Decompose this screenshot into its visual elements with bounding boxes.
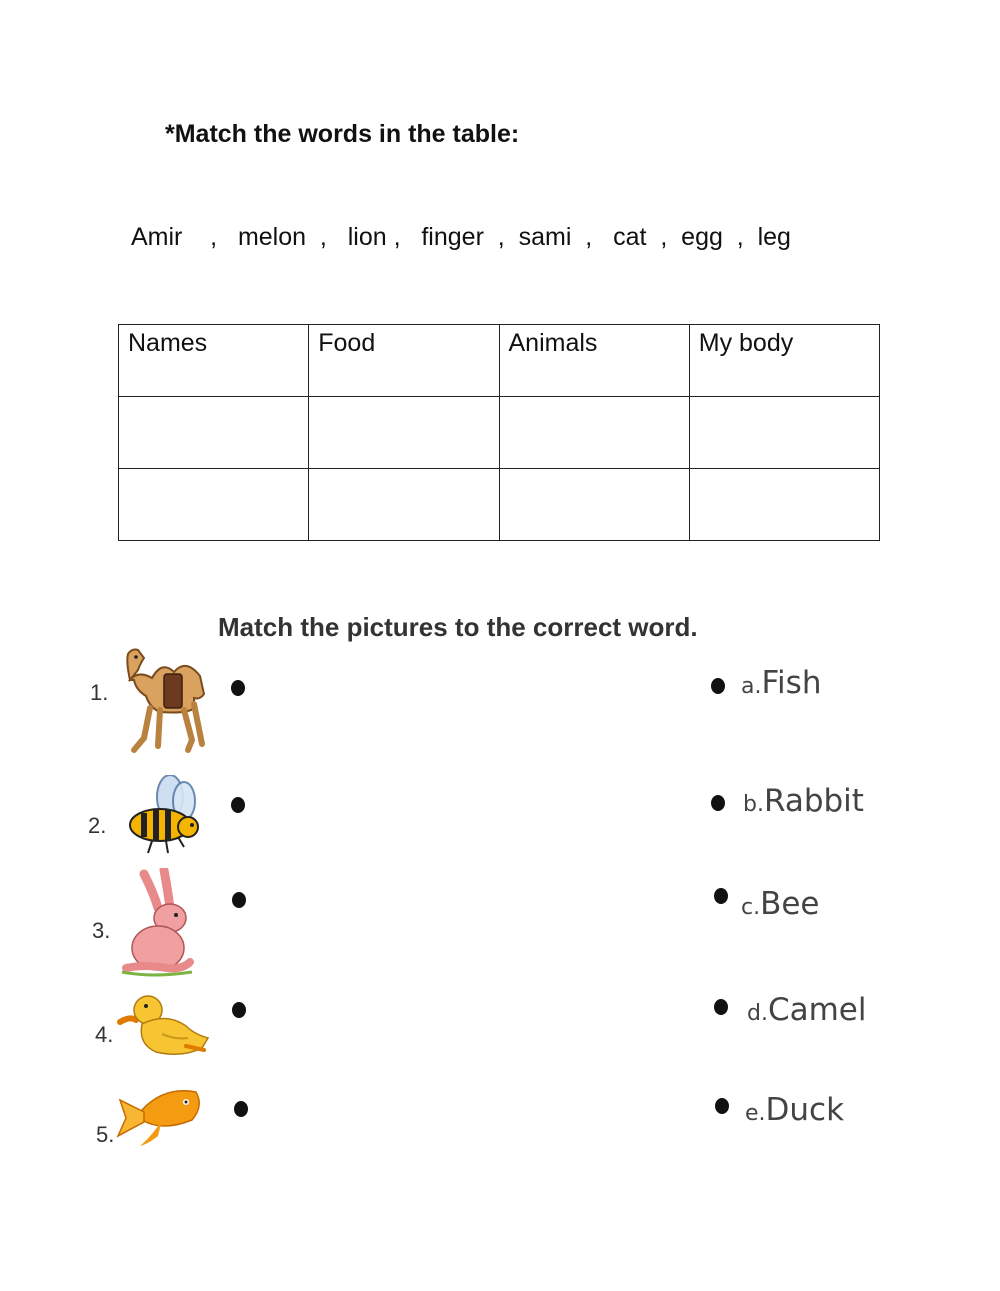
header-animals: Animals xyxy=(499,325,689,397)
section2-title: Match the pictures to the correct word. xyxy=(218,612,698,642)
answer-cell[interactable] xyxy=(119,469,309,541)
picture-dot[interactable] xyxy=(232,1002,246,1018)
option-word: Fish xyxy=(761,665,822,701)
item-number: 4. xyxy=(95,1022,114,1047)
rabbit-icon xyxy=(118,868,198,978)
word-dot[interactable] xyxy=(714,888,728,904)
header-my-body: My body xyxy=(689,325,879,397)
picture-dot[interactable] xyxy=(234,1101,248,1117)
camel-icon xyxy=(112,642,212,757)
bee-icon xyxy=(122,775,206,857)
answer-cell[interactable] xyxy=(309,397,499,469)
option-rabbit xyxy=(743,783,864,819)
table-header-row xyxy=(119,325,880,397)
word-dot[interactable] xyxy=(711,795,725,811)
table-row xyxy=(119,397,880,469)
option-letter: a. xyxy=(741,674,762,699)
option-fish xyxy=(741,665,821,701)
item-number: 5. xyxy=(96,1122,115,1147)
word-bank: Amir , melon , lion , finger , sami , cat , egg , leg xyxy=(131,223,791,251)
option-letter: b. xyxy=(743,792,764,817)
answer-cell[interactable] xyxy=(499,397,689,469)
fish-icon xyxy=(114,1080,206,1152)
option-camel xyxy=(747,992,867,1028)
header-names: Names xyxy=(119,325,309,397)
section1-title: *Match the words in the table: xyxy=(165,120,520,148)
item-number: 2. xyxy=(88,813,107,838)
word-dot[interactable] xyxy=(714,999,728,1015)
duck-icon xyxy=(112,990,212,1060)
answer-cell[interactable] xyxy=(689,469,879,541)
picture-dot[interactable] xyxy=(231,680,245,696)
option-word: Bee xyxy=(760,886,820,922)
answer-cell[interactable] xyxy=(689,397,879,469)
option-letter: e. xyxy=(745,1101,766,1126)
word-dot[interactable] xyxy=(715,1098,729,1114)
word-dot[interactable] xyxy=(711,678,725,694)
option-letter: c. xyxy=(741,895,761,920)
option-letter: d. xyxy=(747,1001,768,1026)
picture-dot[interactable] xyxy=(231,797,245,813)
sorting-table xyxy=(118,324,880,541)
answer-cell[interactable] xyxy=(119,397,309,469)
picture-dot[interactable] xyxy=(232,892,246,908)
item-number: 3. xyxy=(92,918,111,943)
option-bee xyxy=(741,886,820,922)
option-word: Duck xyxy=(765,1092,845,1128)
option-duck xyxy=(745,1092,844,1128)
answer-cell[interactable] xyxy=(309,469,499,541)
option-word: Rabbit xyxy=(763,783,864,819)
table-row xyxy=(119,469,880,541)
item-number: 1. xyxy=(90,680,109,705)
header-food: Food xyxy=(309,325,499,397)
answer-cell[interactable] xyxy=(499,469,689,541)
option-word: Camel xyxy=(767,992,867,1028)
